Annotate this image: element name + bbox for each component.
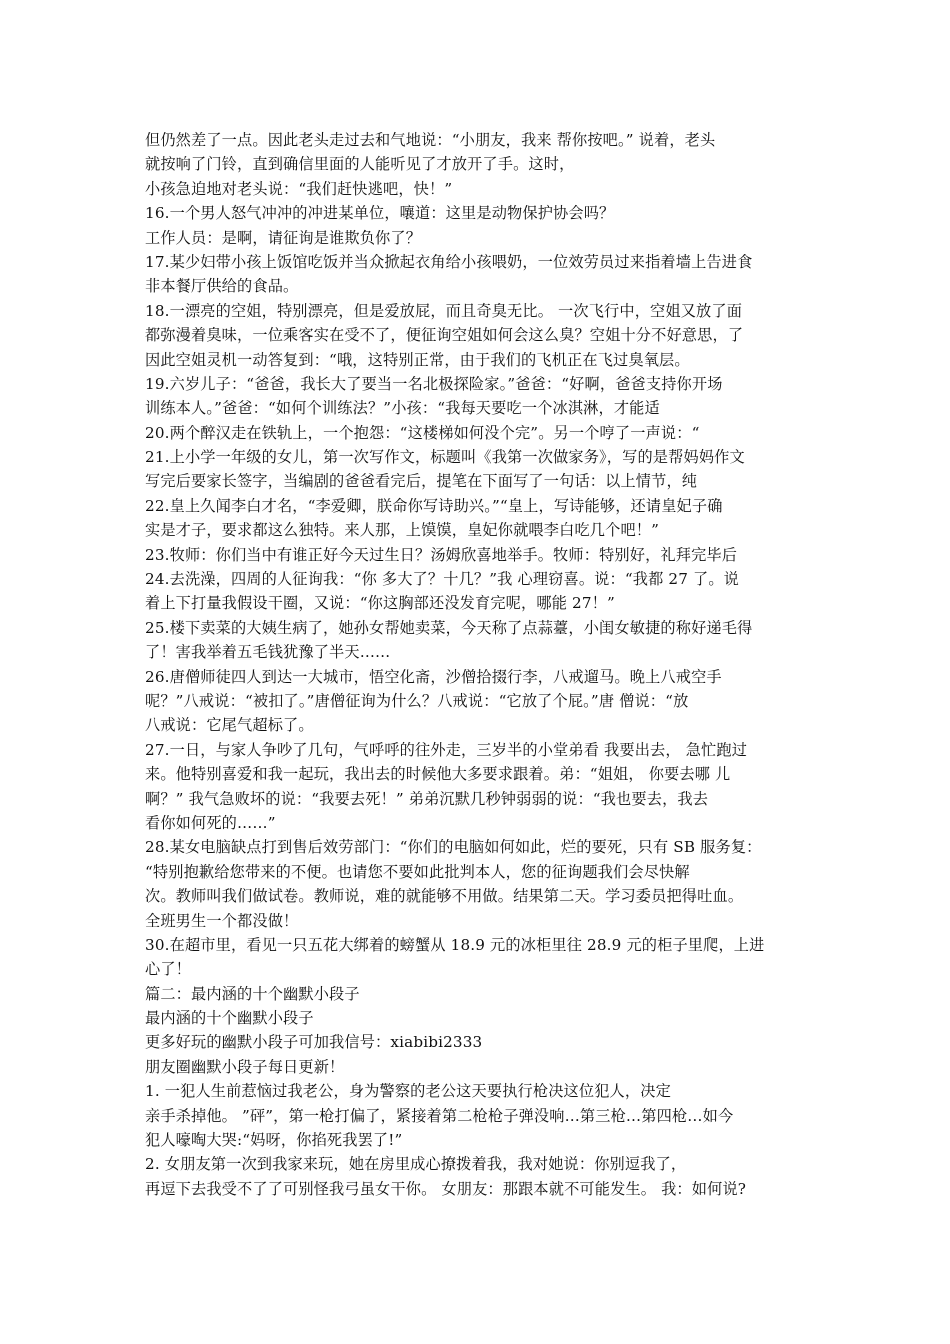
text-line: 最内涵的十个幽默小段子 [145,1009,314,1028]
text-line: 心了！ [145,960,192,979]
document-body [145,128,813,1201]
text-line: 30.在超市里，看见一只五花大绑着的螃蟹从 18.9 元的冰柜里往 28.9 元的柜子里爬，上进 [145,935,765,954]
text-line: 26.唐僧师徒四人到达一大城市，悟空化斋，沙僧拾掇行李，八戒遛马。晚上八戒空手 [145,667,722,686]
text-line: 着上下打量我假设干圈，又说：“你这胸部还没发育完呢，哪能 27！” [145,594,615,613]
text-line: 都弥漫着臭味，一位乘客实在受不了，便征询空姐如何会这么臭？空姐十分不好意思，了 [145,326,744,345]
text-line: 27.一日，与家人争吵了几句，气呼呼的往外走，三岁半的小堂弟看 我要出去， 急忙跑过 [145,740,748,759]
text-line: 来。他特别喜爱和我一起玩，我出去的时候他大多要求跟着。弟：“姐姐， 你要去哪 儿 [145,765,731,784]
section-heading: 篇二：最内涵的十个幽默小段子 [145,984,360,1003]
text-line: 训练本人。”爸爸：“如何个训练法？”小孩：“我每天要吃一个冰淇淋，才能适 [145,399,660,418]
text-line: 18.一漂亮的空姐，特别漂亮，但是爱放屁，而且奇臭无比。 一次飞行中，空姐又放了面 [145,301,743,320]
text-line: 25.楼下卖菜的大姨生病了，她孙女帮她卖菜，今天称了点蒜薹，小闺女敏捷的称好递毛得 [145,618,753,637]
text-line: 20.两个醉汉走在铁轨上，一个抱怨：“这楼梯如何没个完”。另一个哼了一声说：“ [145,423,700,442]
text-line: 1. 一犯人生前惹恼过我老公，身为警察的老公这天要执行枪决这位犯人，决定 [145,1082,671,1101]
text-line: 亲手杀掉他。 ”砰”，第一枪打偏了，紧接着第二枪枪子弹没响…第三枪…第四枪…如今 [145,1106,734,1125]
text-line: 16.一个男人怒气冲冲的冲进某单位，嚷道：这里是动物保护协会吗？ [145,204,615,223]
text-line: 小孩急迫地对老头说：“我们赶快逃吧，快！” [145,179,453,198]
text-line: 24.去洗澡，四周的人征询我：“你 多大了？十几？”我 心理窃喜。说：“我都 27 了。说 [145,570,740,589]
text-line: 但仍然差了一点。因此老头走过去和气地说：“小朋友，我来 帮你按吧。” 说着，老头 [145,131,716,149]
text-line: 21.上小学一年级的女儿，第一次写作文，标题叫《我第一次做家务》，写的是帮妈妈作文 [145,448,745,467]
text-line: 就按响了门铃，直到确信里面的人能听见了才放开了手。这时， [145,155,575,174]
text-line: “特别抱歉给您带来的不便。也请您不要如此批判本人，您的征询题我们会尽快解 [145,862,690,881]
text-line: 看你如何死的……” [145,813,276,832]
text-line: 28.某女电脑缺点打到售后效劳部门：“你们的电脑如何如此，烂的要死，只有 SB 服务复： [145,838,762,857]
text-line: 朋友圈幽默小段子每日更新！ [145,1057,345,1076]
text-line: 全班男生一个都没做！ [145,911,299,930]
text-line: 再逗下去我受不了了可别怪我弓虽女干你。 女朋友：那跟本就不可能发生。 我：如何说? [145,1179,747,1198]
text-line: 工作人员：是啊，请征询是谁欺负你了？ [145,228,422,247]
text-line: 17.某少妇带小孩上饭馆吃饭并当众掀起衣角给小孩喂奶，一位效劳员过来指着墙上告进食 [145,252,753,271]
text-line: 更多好玩的幽默小段子可加我信号：xiabibi2333 [145,1033,483,1052]
text-line: 因此空姐灵机一动答复到：“哦，这特别正常，由于我们的飞机正在飞过臭氧层。 [145,350,690,369]
text-line: 2. 女朋友第一次到我家来玩，她在房里成心撩拨着我，我对她说：你别逗我了， [145,1155,687,1174]
text-line: 19.六岁儿子：“爸爸，我长大了要当一名北极探险家。”爸爸：“好啊，爸爸支持你开场 [145,374,723,393]
text-line: 写完后要家长签字，当编剧的爸爸看完后，提笔在下面写了一句话：以上情节，纯 [145,472,698,491]
text-line: 次。教师叫我们做试卷。教师说，难的就能够不用做。结果第二天。学习委员把得吐血。 [145,887,744,906]
text-line: 非本餐厅供给的食品。 [145,277,299,296]
text-line: 呢？”八戒说：“被扣了。”唐僧征询为什么？八戒说：“它放了个屁。”唐 僧说：“放 [145,691,689,710]
text-line: 实是才子，要求都这么独特。来人那，上馍馍，皇妃你就喂李白吃几个吧！” [145,521,660,540]
text-line: 八戒说：它尾气超标了。 [145,716,314,735]
text-line: 啊？” 我气急败坏的说：“我要去死！” 弟弟沉默几秒钟弱弱的说：“我也要去，我去 [145,789,709,808]
text-line: 犯人嚎啕大哭:“妈呀，你掐死我罢了!” [145,1131,403,1150]
text-line: 22.皇上久闻李白才名，“李爱卿，朕命你写诗助兴。”“皇上，写诗能够，还请皇妃子确 [145,496,723,515]
text-line: 了！害我举着五毛钱犹豫了半天…… [145,643,391,662]
text-line: 23.牧师：你们当中有谁正好今天过生日？汤姆欣喜地举手。牧师：特别好，礼拜完毕后 [145,545,738,564]
